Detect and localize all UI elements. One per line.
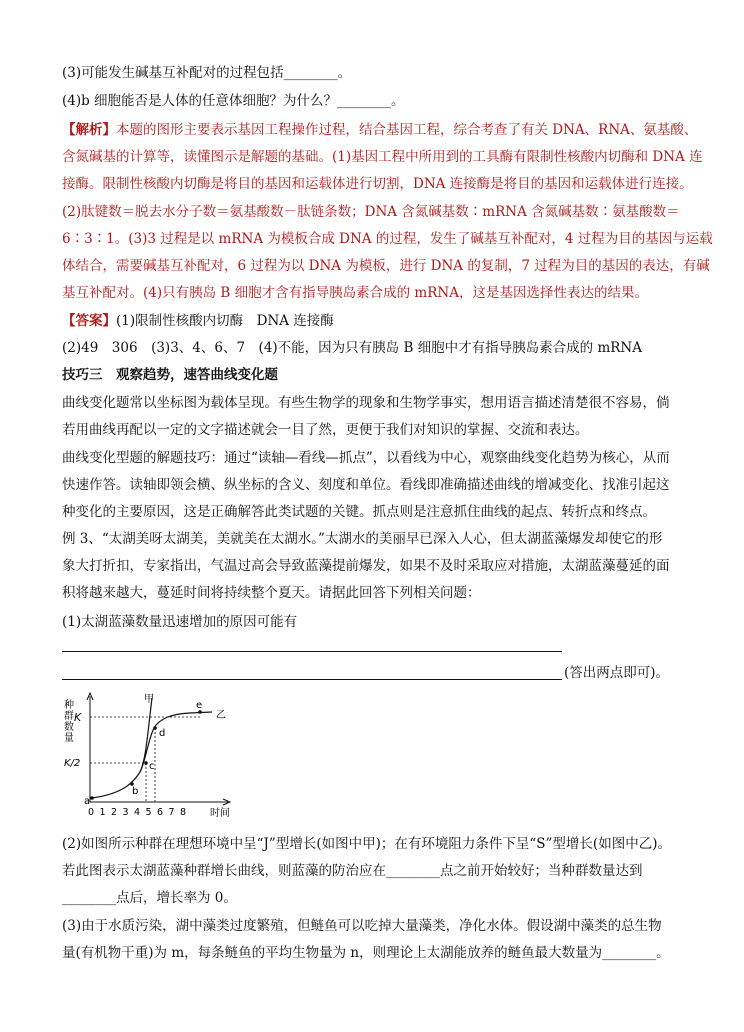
answer-blank-2: [62, 678, 562, 680]
svg-text:种群数量: [64, 698, 74, 744]
point-c-label: c: [149, 761, 155, 772]
point-b-label: b: [132, 786, 139, 797]
question-3b-line-1: (3)由于水质污染，湖中藻类过度繁殖，但鲢鱼可以吃掉大量藻类，净化水体。假设湖中藻类的总生物: [62, 918, 662, 934]
x-tick-label: 0: [88, 807, 95, 818]
analysis-line-7: 基互补配对。(4)只有胰岛 B 细胞才含有指导胰岛素合成的 mRNA，这是基因选择性表达的结果。: [62, 285, 648, 301]
x-tick-label: 7: [168, 807, 175, 818]
y-axis-label-char: 种: [64, 700, 74, 711]
question-1-note: (答出两点即可)。: [564, 665, 670, 681]
question-2-line-1: (2)如图所示种群在理想环境中呈“J”型增长(如图中甲)；在有环境阻力条件下呈“S”型增长(如图中乙)。: [62, 836, 671, 852]
section-title: 技巧三 观察趋势，速答曲线变化题: [62, 367, 278, 383]
question-2-line-2: 若此图表示太湖蓝藻种群增长曲线，则蓝藻的防治应在________点之前开始较好；当种群数量达到: [62, 863, 643, 879]
point-a-label: a: [84, 796, 91, 807]
answer-label: 【答案】: [62, 313, 116, 329]
curve-jia-label: 甲: [144, 694, 154, 705]
x-tick-label: 4: [134, 807, 141, 818]
question-4: (4)b 细胞能否是人体的任意体细胞？为什么？________。: [62, 93, 405, 109]
section-line-5: 种变化的主要原因，这是正确解答此类试题的关键。抓点则是注意抓住曲线的起点、转折点和终点。: [62, 504, 656, 520]
x-tick-label: 8: [180, 807, 187, 818]
section-line-6: 例 3、“太湖美呀太湖美，美就美在太湖水。”太湖水的美丽早已深入人心，但太湖蓝藻爆发却使它的形: [62, 531, 663, 547]
section-line-8: 积将越来越大，蔓延时间将持续整个夏天。请据此回答下列相关问题：: [62, 585, 481, 601]
y-axis-label-char: 量: [64, 733, 74, 744]
k-label: K: [74, 711, 82, 724]
point-e-label: e: [196, 700, 203, 711]
answer-blank-1: [62, 650, 562, 652]
analysis-label: 【解析】: [62, 122, 116, 138]
analysis-line-2: 含氮碱基的计算等，读懂图示是解题的基础。(1)基因工程中所用到的工具酶有限制性核酸内切酶和 DNA 连: [62, 149, 703, 165]
analysis-line-3: 接酶。限制性核酸内切酶是将目的基因和运载体进行切割，DNA 连接酶是将目的基因和运载体进行连接。: [62, 176, 693, 192]
answer-line-2: (2)49 306 (3)3、4、6、7 (4)不能，因为只有胰岛 B 细胞中才有指导胰岛素合成的 mRNA: [62, 340, 642, 356]
section-line-7: 象大打折扣，专家指出，气温过高会导致蓝藻提前爆发，如果不及时采取应对措施，太湖蓝藻蔓延的面: [62, 558, 670, 574]
question-2-line-3: ________点后，增长率为 0。: [62, 890, 237, 906]
s-curve-yi: [92, 712, 212, 798]
analysis-line-4: (2)肽键数＝脱去水分子数＝氨基酸数－肽链条数；DNA 含氮碱基数∶mRNA 含氮碱基数∶氨基酸数＝: [62, 204, 680, 220]
x-tick-label: 3: [122, 807, 129, 818]
section-line-4: 快速作答。读轴即领会横、纵坐标的含义、刻度和单位。看线即准确描述曲线的增减变化、找准引起这: [62, 477, 670, 493]
curve-yi-label: 乙: [216, 710, 226, 721]
point-c: [144, 761, 148, 765]
x-tick-label: 5: [145, 807, 152, 818]
point-a: [90, 796, 94, 800]
question-3: (3)可能发生碱基互补配对的过程包括________。: [62, 65, 352, 81]
x-axis-label: 时间: [210, 808, 230, 819]
analysis-line-1: 【解析】本题的图形主要表示基因工程操作过程，结合基因工程，综合考查了有关 DNA、RNA、氨基酸、: [62, 122, 698, 138]
y-axis-label-char: 群: [64, 711, 74, 722]
population-growth-chart: [60, 690, 240, 825]
analysis-line-5: 6∶3∶1。(3)3 过程是以 mRNA 为模板合成 DNA 的过程，发生了碱基互补配对，4 过程为目的基因与运载: [62, 231, 713, 247]
section-line-3: 曲线变化型题的解题技巧：通过“读轴—看线—抓点”，以看线为中心，观察曲线变化趋势为核心，从而: [62, 450, 670, 466]
y-axis-label: [64, 698, 74, 744]
x-tick-label: 2: [111, 807, 118, 818]
y-axis-label-char: 数: [64, 722, 74, 733]
point-d: [153, 726, 157, 730]
x-tick-label: 6: [157, 807, 164, 818]
section-line-2: 若用曲线再配以一定的文字描述就会一目了然，更便于我们对知识的掌握、交流和表达。: [62, 422, 589, 438]
point-d-label: d: [159, 728, 166, 739]
analysis-line-6: 体结合，需要碱基互补配对，6 过程为以 DNA 为模板，进行 DNA 的复制，7 过程为目的基因的表达，有碱: [62, 258, 710, 274]
x-tick-labels: [88, 807, 186, 818]
section-line-1: 曲线变化题常以坐标图为载体呈现。有些生物学的现象和生物学事实，想用语言描述清楚很不容易，倘: [62, 395, 670, 411]
k2-label: K/2: [64, 758, 81, 769]
question-1: (1)太湖蓝藻数量迅速增加的原因可能有: [62, 614, 298, 630]
answer-line-1: 【答案】(1)限制性核酸内切酶 DNA 连接酶: [62, 313, 334, 329]
question-3b-line-2: 量(有机物干重)为 m，每条鲢鱼的平均生物量为 n，则理论上太湖能放养的鲢鱼最大数量为________。: [62, 945, 670, 961]
x-tick-label: 1: [99, 807, 106, 818]
